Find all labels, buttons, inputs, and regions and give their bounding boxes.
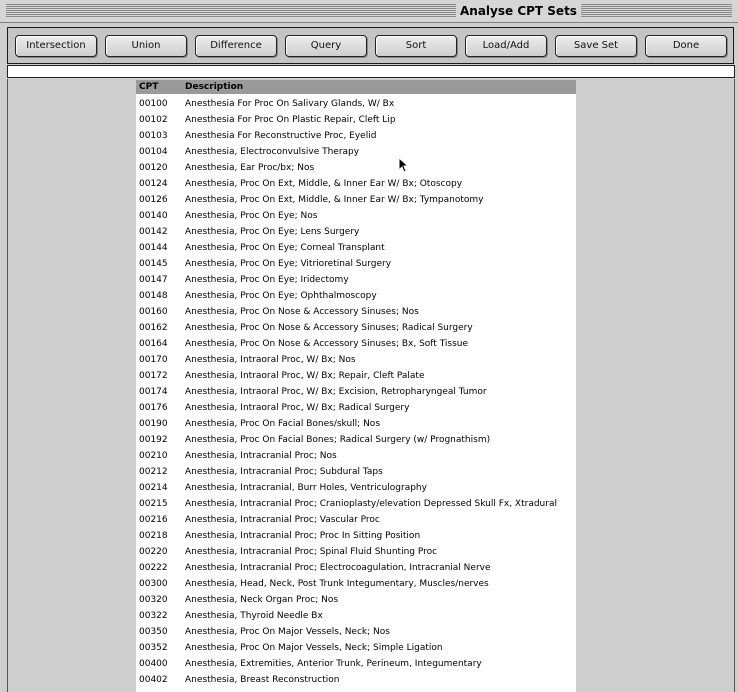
title-bar[interactable] [0, 0, 738, 23]
cpt-code: 00147 [139, 275, 168, 285]
cpt-code: 00124 [139, 179, 168, 189]
table-row[interactable] [136, 656, 576, 672]
cpt-description: Anesthesia, Intracranial Proc; Vascular Proc [185, 515, 380, 525]
table-header [136, 80, 576, 94]
cpt-code: 00170 [139, 355, 168, 365]
status-field[interactable] [7, 65, 735, 78]
cpt-code: 00400 [139, 659, 168, 669]
cpt-code: 00210 [139, 451, 168, 461]
window-title: Analyse CPT Sets [456, 3, 581, 19]
cpt-description: Anesthesia, Intraoral Proc, W/ Bx; Excision, Retropharyngeal Tumor [185, 387, 487, 397]
table-row[interactable] [136, 144, 576, 160]
cpt-description: Anesthesia For Proc On Salivary Glands, W/ Bx [185, 99, 395, 109]
table-row[interactable] [136, 624, 576, 640]
cpt-code: 00352 [139, 643, 168, 653]
cpt-description: Anesthesia, Intracranial Proc; Subdural Taps [185, 467, 383, 477]
table-row[interactable] [136, 560, 576, 576]
cpt-description: Anesthesia, Electroconvulsive Therapy [185, 147, 360, 157]
cpt-code: 00164 [139, 339, 168, 349]
table-row[interactable] [136, 240, 576, 256]
table-row[interactable] [136, 208, 576, 224]
cpt-code: 00192 [139, 435, 168, 445]
table-row[interactable] [136, 384, 576, 400]
cpt-description: Anesthesia For Reconstructive Proc, Eyelid [185, 131, 377, 141]
cpt-code: 00300 [139, 579, 168, 589]
done-button[interactable]: Done [645, 35, 727, 57]
cpt-description: Anesthesia, Intraoral Proc, W/ Bx; Repair, Cleft Palate [185, 371, 425, 381]
table-row[interactable] [136, 544, 576, 560]
title-bar-stripes [6, 4, 732, 17]
cpt-code: 00100 [139, 99, 168, 109]
cpt-code: 00160 [139, 307, 168, 317]
cpt-code: 00174 [139, 387, 168, 397]
table-row[interactable] [136, 128, 576, 144]
table-row[interactable] [136, 288, 576, 304]
cpt-description: Anesthesia, Proc On Ext, Middle, & Inner Ear W/ Bx; Otoscopy [185, 179, 463, 189]
cpt-description: Anesthesia, Breast Reconstruction [185, 675, 340, 685]
table-row[interactable] [136, 112, 576, 128]
table-row[interactable] [136, 272, 576, 288]
table-row[interactable] [136, 320, 576, 336]
cpt-table[interactable] [136, 80, 576, 692]
table-row[interactable] [136, 400, 576, 416]
load-add-button[interactable]: Load/Add [465, 35, 547, 57]
table-row[interactable] [136, 192, 576, 208]
cpt-description: Anesthesia, Intraoral Proc, W/ Bx; Radical Surgery [185, 403, 410, 413]
cpt-code: 00172 [139, 371, 168, 381]
intersection-button[interactable]: Intersection [15, 35, 97, 57]
table-row[interactable] [136, 352, 576, 368]
table-row[interactable] [136, 336, 576, 352]
cpt-code: 00216 [139, 515, 168, 525]
table-row[interactable] [136, 448, 576, 464]
cpt-code: 00126 [139, 195, 168, 205]
table-row[interactable] [136, 416, 576, 432]
cpt-description: Anesthesia For Proc On Plastic Repair, Cleft Lip [185, 115, 396, 125]
cpt-code: 00103 [139, 131, 168, 141]
table-row[interactable] [136, 480, 576, 496]
cpt-description: Anesthesia, Intracranial Proc; Electrocoagulation, Intracranial Nerve [185, 563, 491, 573]
cpt-description: Anesthesia, Intracranial Proc; Proc In Sitting Position [185, 531, 421, 541]
cpt-description: Anesthesia, Intracranial Proc; Cranioplasty/elevation Depressed Skull Fx, Xtradural [185, 499, 557, 509]
difference-button[interactable]: Difference [195, 35, 277, 57]
query-button[interactable]: Query [285, 35, 367, 57]
column-header-cpt[interactable]: CPT [139, 82, 159, 92]
union-button[interactable]: Union [105, 35, 187, 57]
cpt-code: 00402 [139, 675, 168, 685]
cpt-code: 00222 [139, 563, 168, 573]
table-row[interactable] [136, 608, 576, 624]
table-row[interactable] [136, 224, 576, 240]
cpt-code: 00218 [139, 531, 168, 541]
sort-button[interactable]: Sort [375, 35, 457, 57]
cpt-code: 00140 [139, 211, 168, 221]
cpt-description: Anesthesia, Proc On Eye; Nos [185, 211, 318, 221]
table-row[interactable] [136, 368, 576, 384]
cpt-code: 00220 [139, 547, 168, 557]
cpt-description: Anesthesia, Thyroid Needle Bx [185, 611, 323, 621]
table-row[interactable] [136, 528, 576, 544]
table-row[interactable] [136, 432, 576, 448]
toolbar [7, 27, 734, 64]
arrow-pointer-icon [398, 157, 408, 173]
cpt-description: Anesthesia, Proc On Nose & Accessory Sinuses; Nos [185, 307, 419, 317]
cpt-description: Anesthesia, Neck Organ Proc; Nos [185, 595, 339, 605]
table-row[interactable] [136, 96, 576, 112]
cpt-code: 00322 [139, 611, 168, 621]
table-row[interactable] [136, 672, 576, 688]
cpt-description: Anesthesia, Proc On Major Vessels, Neck; Simple Ligation [185, 643, 443, 653]
table-row[interactable] [136, 160, 576, 176]
cpt-code: 00142 [139, 227, 168, 237]
cpt-code: 00214 [139, 483, 168, 493]
cpt-code: 00190 [139, 419, 168, 429]
cpt-description: Anesthesia, Proc On Facial Bones/skull; Nos [185, 419, 381, 429]
cpt-code: 00215 [139, 499, 168, 509]
cpt-description: Anesthesia, Intracranial, Burr Holes, Ventriculography [185, 483, 427, 493]
table-row[interactable] [136, 464, 576, 480]
cpt-description: Anesthesia, Proc On Eye; Iridectomy [185, 275, 349, 285]
cpt-code: 00104 [139, 147, 168, 157]
cpt-description: Anesthesia, Head, Neck, Post Trunk Integumentary, Muscles/nerves [185, 579, 489, 589]
cpt-description: Anesthesia, Proc On Facial Bones; Radical Surgery (w/ Prognathism) [185, 435, 491, 445]
table-row[interactable] [136, 512, 576, 528]
table-row[interactable] [136, 176, 576, 192]
table-row[interactable] [136, 576, 576, 592]
cpt-description: Anesthesia, Extremities, Anterior Trunk, Perineum, Integumentary [185, 659, 482, 669]
table-row[interactable] [136, 592, 576, 608]
table-row[interactable] [136, 640, 576, 656]
save-set-button[interactable]: Save Set [555, 35, 637, 57]
cpt-code: 00120 [139, 163, 168, 173]
cpt-description: Anesthesia, Proc On Eye; Corneal Transplant [185, 243, 385, 253]
cpt-description: Anesthesia, Ear Proc/bx; Nos [185, 163, 315, 173]
column-header-description[interactable]: Description [185, 82, 244, 92]
cpt-description: Anesthesia, Intraoral Proc, W/ Bx; Nos [185, 355, 356, 365]
cpt-code: 00148 [139, 291, 168, 301]
cpt-code: 00320 [139, 595, 168, 605]
cpt-code: 00144 [139, 243, 168, 253]
cpt-code: 00145 [139, 259, 168, 269]
cpt-description: Anesthesia, Intracranial Proc; Nos [185, 451, 337, 461]
cpt-code: 00102 [139, 115, 168, 125]
cpt-description: Anesthesia, Proc On Nose & Accessory Sinuses; Radical Surgery [185, 323, 473, 333]
cpt-description: Anesthesia, Proc On Eye; Lens Surgery [185, 227, 360, 237]
cpt-code: 00162 [139, 323, 168, 333]
table-row[interactable] [136, 304, 576, 320]
cpt-code: 00350 [139, 627, 168, 637]
table-row[interactable] [136, 256, 576, 272]
cpt-description: Anesthesia, Proc On Major Vessels, Neck; Nos [185, 627, 390, 637]
cpt-description: Anesthesia, Proc On Nose & Accessory Sinuses; Bx, Soft Tissue [185, 339, 469, 349]
cpt-description: Anesthesia, Proc On Eye; Ophthalmoscopy [185, 291, 377, 301]
cpt-description: Anesthesia, Proc On Ext, Middle, & Inner Ear W/ Bx; Tympanotomy [185, 195, 484, 205]
cpt-code: 00212 [139, 467, 168, 477]
table-row[interactable] [136, 496, 576, 512]
cpt-description: Anesthesia, Intracranial Proc; Spinal Fluid Shunting Proc [185, 547, 438, 557]
cpt-code: 00176 [139, 403, 168, 413]
cpt-description: Anesthesia, Proc On Eye; Vitrioretinal Surgery [185, 259, 392, 269]
